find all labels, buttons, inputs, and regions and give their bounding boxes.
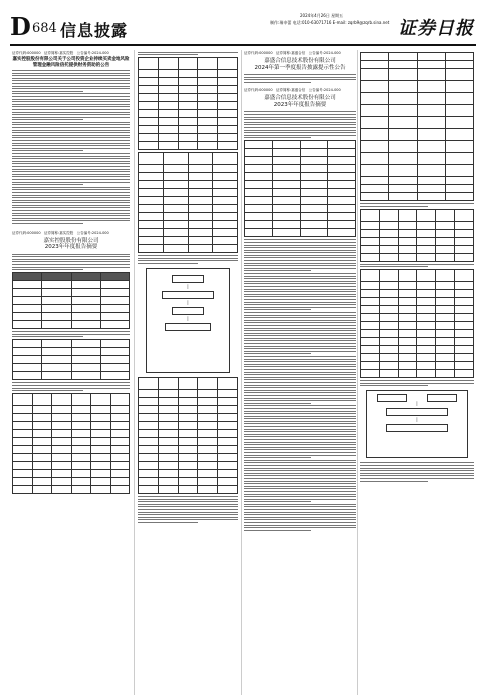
- data-table: [244, 140, 356, 237]
- date-line: 2024年4月26日 星期五: [300, 13, 344, 18]
- diagram-node: [386, 424, 448, 432]
- column-4: [360, 50, 474, 695]
- diagram-node: [172, 275, 204, 283]
- data-table: [12, 393, 130, 494]
- ownership-diagram: [366, 390, 468, 458]
- body-text: [138, 255, 238, 264]
- diagram-node: [162, 291, 214, 299]
- data-table: [138, 377, 238, 494]
- body-text: [12, 331, 130, 337]
- article-title: [12, 238, 130, 251]
- body-text: [12, 254, 130, 271]
- diagram-node: [427, 394, 457, 402]
- data-table: [360, 52, 474, 201]
- body-text: [12, 70, 130, 224]
- body-text: [244, 74, 356, 83]
- masthead-rule: [10, 44, 476, 46]
- contact-line: 制作:瑞申蕾 电话:010-63071716 E-mail: zqrb9@zqrb.sina.net: [270, 20, 390, 25]
- column-divider: [357, 50, 358, 695]
- diagram-node: [377, 394, 407, 402]
- article-title-line: 嘉实控股股份有限公司: [43, 237, 99, 244]
- diagram-arrow: │: [186, 283, 190, 289]
- body-text: [138, 52, 238, 56]
- article-title-line: 嘉盛合信息技术股份有限公司: [264, 58, 336, 64]
- diagram-arrow: │: [186, 315, 190, 321]
- data-table: [138, 57, 238, 150]
- data-table: [12, 272, 130, 329]
- body-text: [244, 239, 356, 531]
- data-table: [360, 209, 474, 262]
- column-2: [138, 50, 238, 695]
- article-title: 嘉实控股股份有限公司关于公司投资企业持续买卖金地风险管理金融风险信托提供财务资助的公告: [12, 57, 130, 68]
- article-header-meta: 证券代码:000000 证券简称:嘉盛合信 公告编号:2024-000: [244, 51, 341, 55]
- data-table: [360, 269, 474, 378]
- article-title-line: 嘉盛合信息技术股份有限公司: [264, 95, 336, 102]
- data-table: [138, 152, 238, 253]
- article-title-line: 2024年第一季度报告披露提示性公告: [254, 64, 346, 71]
- article-header-meta: 证券代码:000000 证券简称:嘉实控股 公告编号:2024-000: [12, 51, 109, 55]
- body-text: [244, 111, 356, 138]
- article-header-meta: 证券代码:000000 证券简称:嘉盛合信 公告编号:2024-000: [244, 88, 341, 93]
- column-divider: [134, 50, 135, 695]
- body-text: [360, 203, 474, 207]
- article-title-line: 2023年年度报告摘要: [273, 101, 327, 108]
- diagram-node: [386, 408, 448, 416]
- body-text: [360, 264, 474, 268]
- diagram-arrow: │: [415, 417, 419, 423]
- diagram-arrow: │: [186, 299, 190, 305]
- column-3: [244, 50, 356, 695]
- ownership-diagram: [146, 268, 230, 373]
- article-header-meta: 证券代码:000000 证券简称:嘉实控股 公告编号:2024-000: [12, 230, 109, 235]
- body-text: [360, 462, 474, 481]
- diagram-node: [172, 307, 204, 315]
- newspaper-logo: 证券日报: [398, 18, 474, 39]
- article-title: [244, 58, 356, 71]
- body-text: [12, 382, 130, 391]
- column-1: [12, 50, 130, 695]
- article-title-line: 2023年年度报告摘要: [44, 244, 98, 251]
- diagram-node: [165, 323, 211, 331]
- section-number: 684: [32, 21, 57, 36]
- body-text: [138, 496, 238, 523]
- column-divider: [241, 50, 242, 695]
- section-title: 信息披露: [60, 21, 129, 40]
- data-table: [12, 339, 130, 380]
- section-letter: D: [10, 12, 31, 41]
- body-text: [360, 380, 474, 386]
- diagram-arrow: │: [415, 401, 419, 407]
- article-title: [244, 95, 356, 108]
